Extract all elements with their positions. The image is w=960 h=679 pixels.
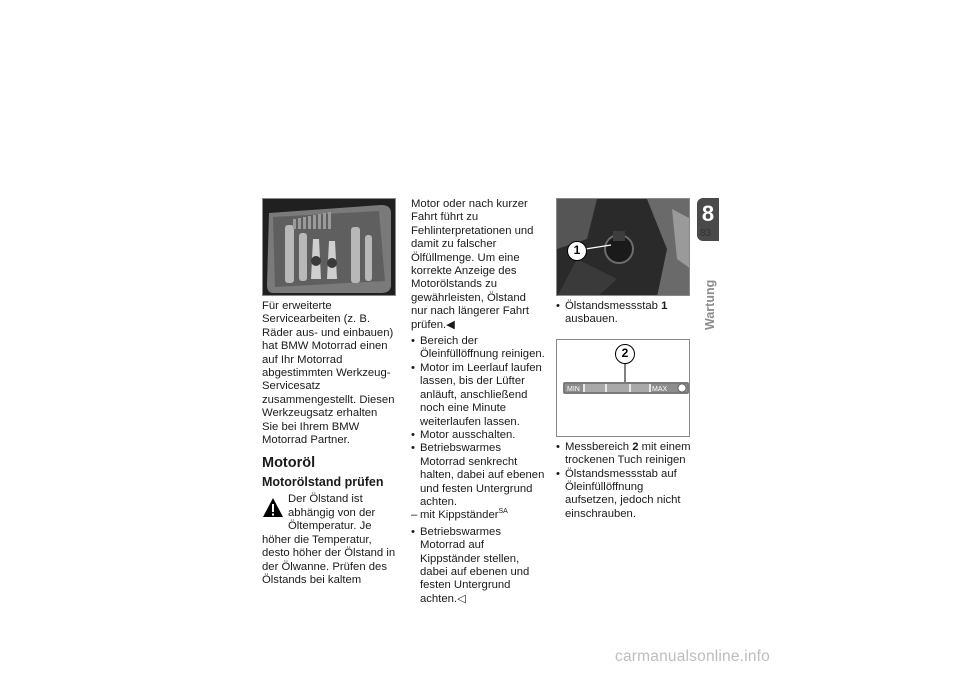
list-item: [556, 441, 694, 468]
step-list-d: [556, 441, 694, 521]
continued-paragraph: [411, 198, 545, 332]
option-line: [411, 509, 545, 522]
watermark-text: carmanualsonline.info: [615, 648, 770, 665]
dipstick-min-label: MIN: [567, 385, 580, 393]
dash-marker: –: [411, 509, 418, 522]
list-item: • Motor im Leerlauf laufen lassen, bis der Lüfter anläuft, anschließend noch eine Minute weiterlaufen lassen.: [411, 362, 545, 429]
step-list-c: [556, 300, 694, 327]
oil-filler-image: [556, 198, 690, 296]
section-side-label: Wartung: [703, 279, 717, 330]
column-2: [411, 198, 545, 606]
tool-kit-image: [262, 198, 396, 296]
callout-2: 2: [615, 344, 635, 364]
option-text: mit Kippständer: [420, 509, 499, 522]
option-superscript: SA: [498, 508, 508, 516]
dipstick-max-label: MAX: [652, 385, 668, 393]
list-item-text: Betriebswarmes Motorrad auf Kippständer stellen, dabei auf ebenen und festen Untergrund achten.: [420, 525, 530, 605]
callout-1: 1: [567, 241, 587, 261]
warning-block: [262, 493, 396, 587]
list-item-text: ausbauen.: [565, 313, 618, 326]
warning-triangle-icon: [262, 495, 284, 521]
section-title: Motoröl: [262, 455, 316, 472]
list-item: • Betriebswarmes Motorrad senkrecht halten, dabei auf ebenen und festen Untergrund achten.: [411, 442, 545, 509]
subsection-title: Motorölstand prüfen: [262, 475, 384, 490]
list-item: • Ölstandsmessstab auf Öleinfüllöffnung aufsetzen, jedoch nicht einschrauben.: [556, 468, 694, 522]
list-item: [411, 526, 545, 606]
list-item-text: mit einem trockenen Tuch reinigen: [565, 440, 691, 467]
dipstick-image: [556, 339, 690, 437]
ref-number: 2: [632, 440, 639, 453]
continued-text: Motor oder nach kurzer Fahrt führt zu Fehlinterpretationen und damit zu falscher Ölfüllmenge. Um eine korrekte Anzeige des Motorölstands zu gewährleisten, Ölstand nur nach längerer Fahrt prüfen.: [411, 198, 534, 331]
step-list-a: [411, 335, 545, 509]
list-item: [556, 300, 694, 327]
end-mark-open-icon: ◁: [457, 592, 466, 605]
warning-text: Der Ölstand ist abhängig von der Öltemperatur. Je höher die Temperatur, desto höher der Ölstand in der Ölwanne. Prüfen des Ölstands bei kaltem: [262, 493, 396, 586]
step-list-b: [411, 526, 545, 606]
list-item-text: Ölstandsmessstab: [565, 300, 658, 312]
list-item-text: Messbereich: [565, 440, 630, 453]
intro-paragraph: Für erweiterte Servicearbeiten (z. B. Räder aus- und einbauen) hat BMW Motorrad einen auf Ihr Motorrad abgestimmten Werkzeug-Servicesatz zusammengestellt. Diesen Werkzeugsatz erhalten Sie bei Ihrem BMW Motorrad Partner.: [262, 300, 395, 447]
end-mark-filled-icon: ◀: [446, 318, 455, 331]
ref-number: 1: [661, 300, 668, 312]
chapter-number: 8: [701, 200, 715, 226]
column-3: [556, 198, 694, 521]
page-number: 83: [700, 228, 712, 239]
list-item: • Bereich der Öleinfüllöffnung reinigen.: [411, 335, 545, 362]
column-1: [262, 198, 396, 587]
tool-kit-illustration: [263, 199, 396, 296]
list-item: • Motor ausschalten.: [411, 429, 545, 442]
